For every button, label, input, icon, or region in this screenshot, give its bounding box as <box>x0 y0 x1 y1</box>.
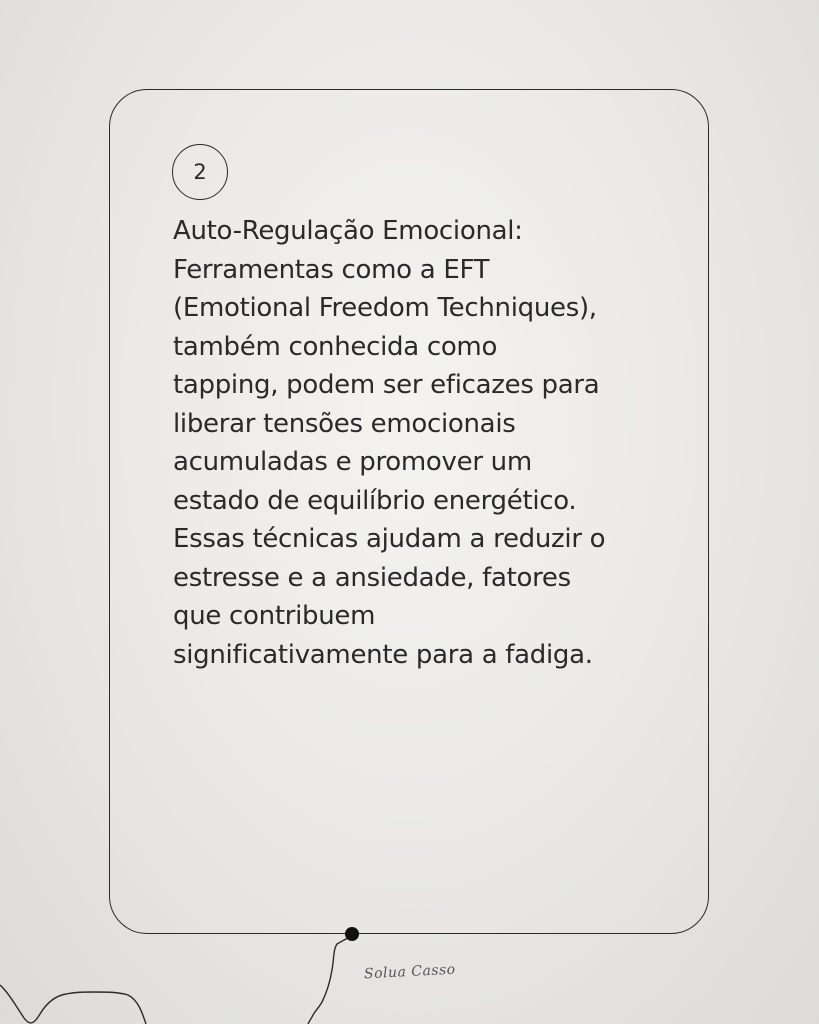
signature-logo: Solua Casso <box>363 961 457 983</box>
anchor-dot <box>345 927 359 941</box>
connector-line <box>308 934 352 1024</box>
hand-drawn-line <box>0 985 146 1024</box>
slide-number: 2 <box>193 160 207 184</box>
body-paragraph: Auto-Regulação Emocional: Ferramentas como a EFT (Emotional Freedom Techniques), também conhecida como tapping, podem ser eficazes para liberar tensões emocionais acumuladas e promover um estado de equilíbrio energético. Essas técnicas ajudam a reduzir o estresse e a ansiedade, fatores que contribuem significativamente para a fadiga. <box>173 216 606 670</box>
